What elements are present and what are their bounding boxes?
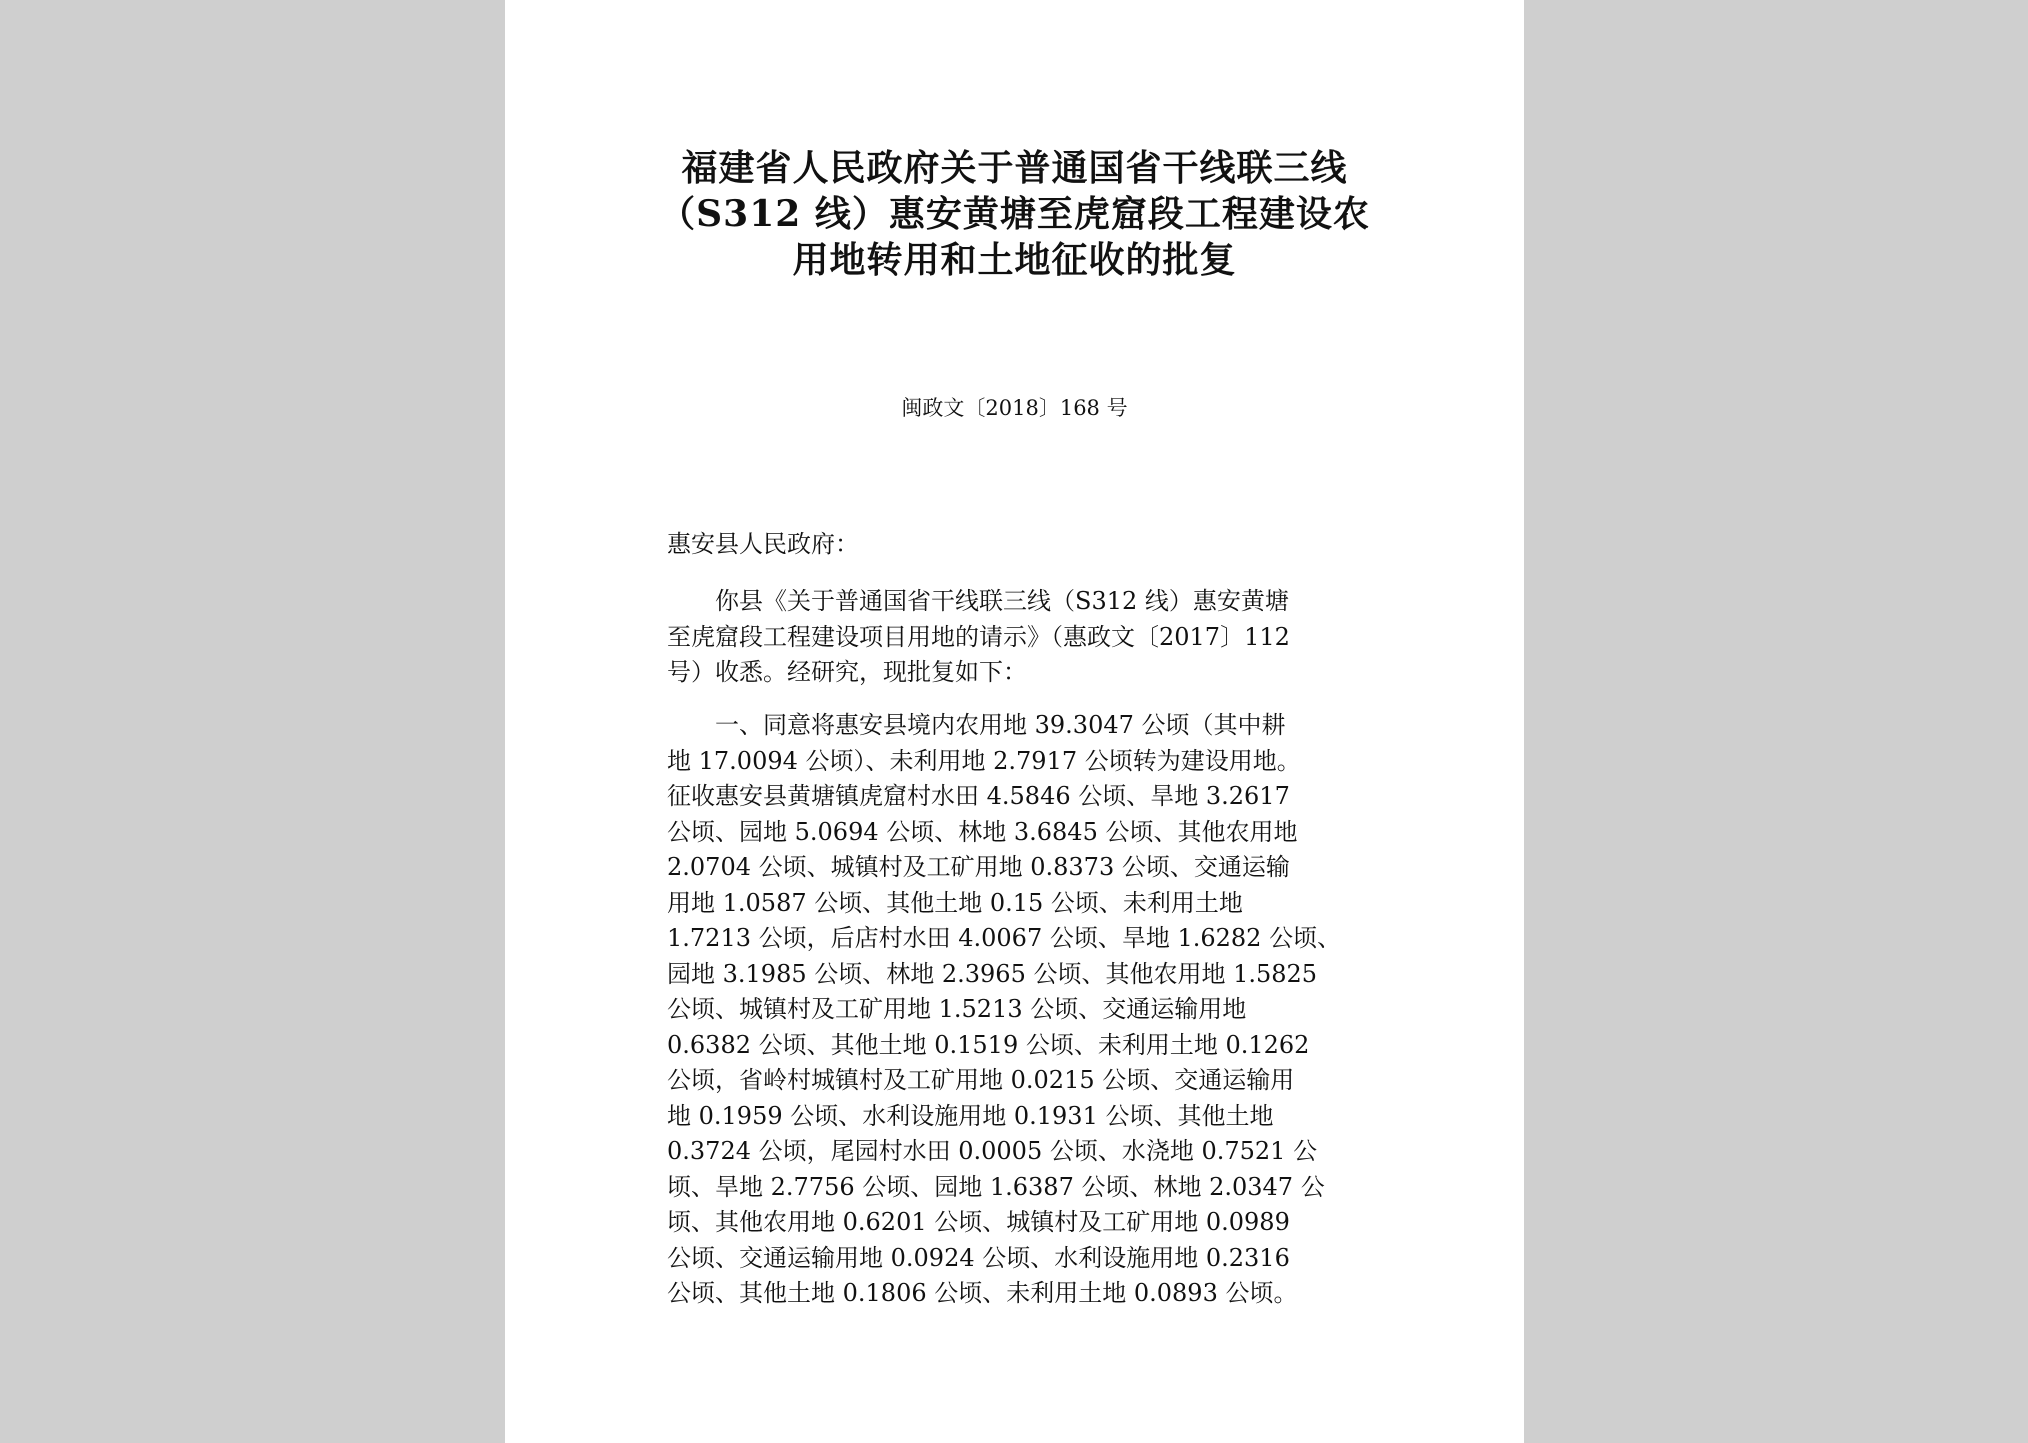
title-line: （S312 线）惠安黄塘至虎窟段工程建设农: [659, 193, 1370, 235]
document-number: 闽政文〔2018〕168 号: [901, 396, 1128, 420]
text-line: 地 17.0094 公顷）、未利用地 2.7917 公顷转为建设用地。: [667, 746, 1301, 775]
document-page: [505, 0, 1524, 1443]
title-line: 福建省人民政府关于普通国省干线联三线: [681, 147, 1348, 189]
text-line: 公顷、园地 5.0694 公顷、林地 3.6845 公顷、其他农用地: [667, 817, 1298, 846]
text-line: 公顷、城镇村及工矿用地 1.5213 公顷、交通运输用地: [667, 995, 1247, 1023]
text-line: 顷、其他农用地 0.6201 公顷、城镇村及工矿用地 0.0989: [667, 1208, 1290, 1236]
text-line: 顷、旱地 2.7756 公顷、园地 1.6387 公顷、林地 2.0347 公: [667, 1172, 1325, 1201]
title-line: 用地转用和土地征收的批复: [792, 239, 1237, 281]
paragraph-intro: [667, 584, 1382, 691]
text-line: 地 0.1959 公顷、水利设施用地 0.1931 公顷、其他土地: [667, 1101, 1274, 1130]
text-line: 2.0704 公顷、城镇村及工矿用地 0.8373 公顷、交通运输: [667, 853, 1290, 881]
paragraph-approval: [667, 708, 1382, 1312]
text-line: 1.7213 公顷，后店村水田 4.0067 公顷、旱地 1.6282 公顷、: [667, 924, 1342, 952]
recipient-line: 惠安县人民政府：: [667, 530, 859, 558]
text-line: 公顷、其他土地 0.1806 公顷、未利用土地 0.0893 公顷。: [667, 1279, 1298, 1307]
text-line: 园地 3.1985 公顷、林地 2.3965 公顷、其他农用地 1.5825: [667, 959, 1318, 988]
text-line: 0.6382 公顷、其他土地 0.1519 公顷、未利用土地 0.1262: [667, 1030, 1310, 1059]
document-title: [505, 145, 1524, 283]
text-line: 至虎窟段工程建设项目用地的请示》（惠政文〔2017〕112: [667, 622, 1290, 651]
text-line: 用地 1.0587 公顷、其他土地 0.15 公顷、未利用土地: [667, 888, 1243, 917]
text-line: 号）收悉。经研究，现批复如下：: [667, 658, 1027, 686]
text-line: 公顷、交通运输用地 0.0924 公顷、水利设施用地 0.2316: [667, 1243, 1290, 1272]
text-line: 公顷，省岭村城镇村及工矿用地 0.0215 公顷、交通运输用: [667, 1066, 1295, 1094]
text-line: 0.3724 公顷，尾园村水田 0.0005 公顷、水浇地 0.7521 公: [667, 1137, 1318, 1165]
text-line: 征收惠安县黄塘镇虎窟村水田 4.5846 公顷、旱地 3.2617: [667, 782, 1290, 810]
text-line: 你县《关于普通国省干线联三线（S312 线）惠安黄塘: [667, 587, 1289, 615]
text-line: 一、同意将惠安县境内农用地 39.3047 公顷（其中耕: [667, 711, 1286, 739]
